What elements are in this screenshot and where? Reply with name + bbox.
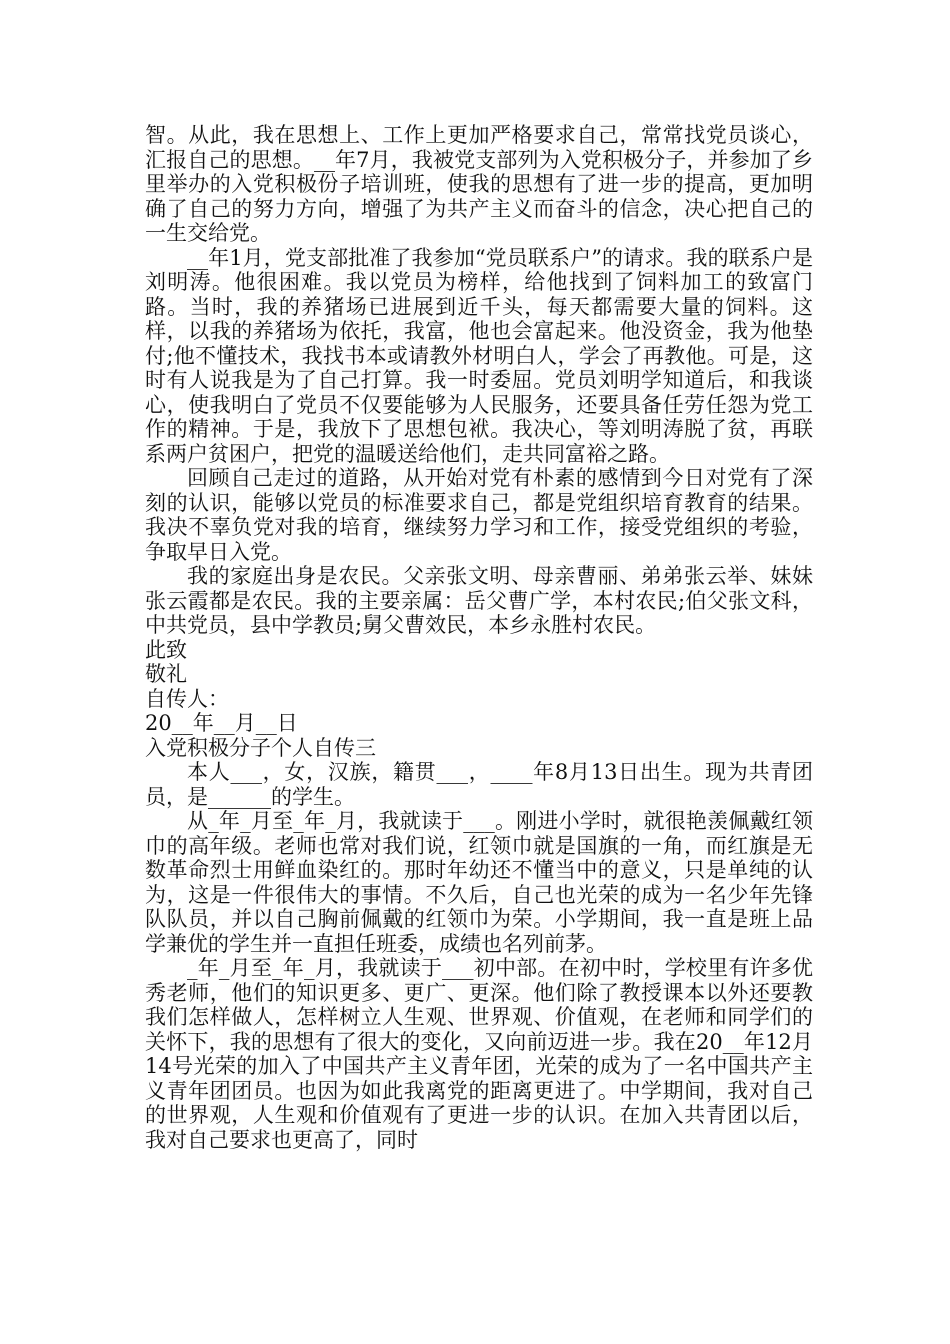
paragraph-6: 从_年_月至_年_月，我就读于___。刚进小学时，就很艳羡佩戴红领巾的高年级。老师也常对我们说，红领巾就是国旗的一角，而红旗是无数革命烈士用鲜血染红的。那时年幼还不懂当中的意义，只是单纯的认为，这是一件很伟大的事情。不久后，自己也光荣的成为一名少年先锋队队员，并以自己胸前佩戴的红领巾为荣。小学期间，我一直是班上品学兼优的学生并一直担任班委，成绩也名列前茅。 [145, 809, 813, 956]
document-page [145, 123, 813, 1152]
paragraph-7: _年_月至_年_月，我就读于___初中部。在初中时，学校里有许多优秀老师，他们的知识更多、更广、更深。他们除了教授课本以外还要教我们怎样做人，怎样树立人生观、世界观、价值观，在老师和同学们的关怀下，我的思想有了很大的变化，又向前迈进一步。我在20__年12月14号光荣的加入了中国共产主义青年团，光荣的成为了一名中国共产主义青年团团员。也因为如此我离党的距离更进了。中学期间，我对自己的世界观，人生观和价值观有了更进一步的认识。在加入共青团以后，我对自己要求也更高了，同时 [145, 956, 813, 1152]
section-title: 入党积极分子个人自传三 [145, 735, 376, 760]
paragraph-3: 回顾自己走过的道路，从开始对党有朴素的感情到今日对党有了深刻的认识，能够以党员的标准要求自己，都是党组织培育教育的结果。我决不辜负党对我的培育，继续努力学习和工作，接受党组织的考验，争取早日入党。 [145, 466, 813, 564]
closing-regards: 敬礼 [145, 662, 187, 686]
author-label: 自传人： [145, 686, 229, 711]
paragraph-2: __年1月，党支部批准了我参加“党员联系户”的请求。我的联系户是刘明涛。他很困难。我以党员为榜样，给他找到了饲料加工的致富门路。当时，我的养猪场已进展到近千头，每天都需要大量的饲料。这样，以我的养猪场为依托，我富，他也会富起来。他没资金，我为他垫付;他不懂技术，我找书本或请教外材明白人，学会了再教他。可是，这时有人说我是为了自己打算。我一时委屈。党员刘明学知道后，和我谈心，使我明白了党员不仅要能够为人民服务，还要具备任劳任怨为党工作的精神。于是，我放下了思想包袱。我决心，等刘明涛脱了贫，再联系两户贫困户，把党的温暖送给他们，走共同富裕之路。 [145, 245, 813, 466]
paragraph-1: 智。从此，我在思想上、工作上更加严格要求自己，常常找党员谈心，汇报自己的思想。__年7月，我被党支部列为入党积极分子，并参加了乡里举办的入党积极份子培训班，使我的思想有了进一步的提高，更加明确了自己的努力方向，增强了为共产主义而奋斗的信念，决心把自己的一生交给党。 [145, 123, 813, 245]
date-line: 20__年__月__日 [145, 711, 298, 735]
closing-salutation: 此致 [145, 637, 187, 662]
paragraph-5: 本人___，女，汉族，籍贯___，____年8月13日出生。现为共青团员，是______的学生。 [145, 760, 813, 809]
paragraph-4: 我的家庭出身是农民。父亲张文明、母亲曹丽、弟弟张云举、妹妹张云霞都是农民。我的主要亲属：岳父曹广学，本村农民;伯父张文科，中共党员，县中学教员;舅父曹效民，本乡永胜村农民。 [145, 564, 813, 637]
